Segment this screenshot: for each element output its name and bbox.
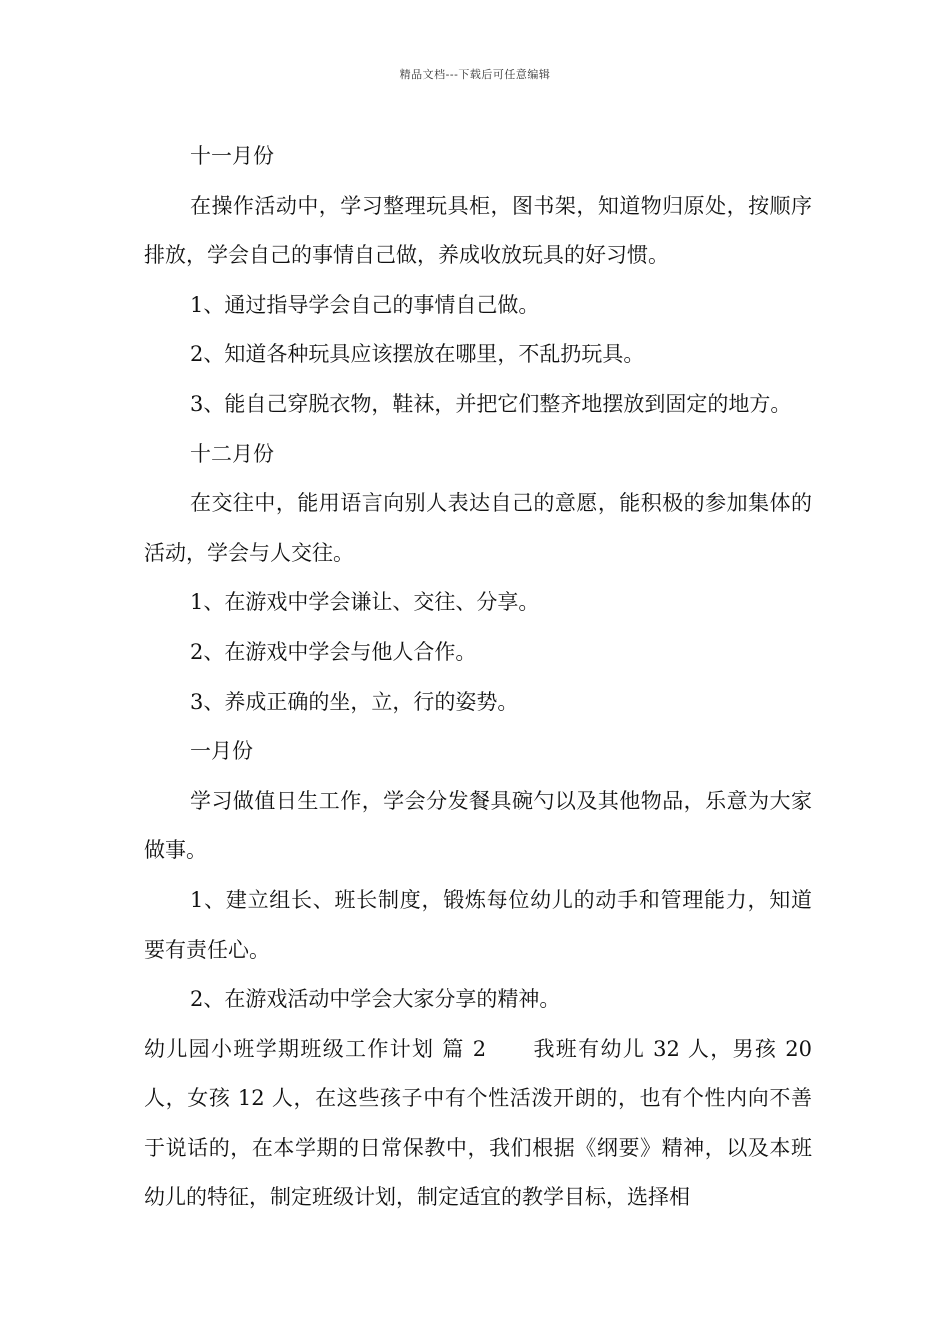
list-item: 1、通过指导学会自己的事情自己做。 <box>190 292 540 317</box>
paragraph-december-intro: 在交往中，能用语言向别人表达自己的意愿，能积极的参加集体的活动，学会与人交往。 <box>144 491 812 565</box>
document-body <box>144 132 812 1223</box>
section-2-paragraph <box>144 1025 812 1223</box>
list-item: 1、在游戏中学会谦让、交往、分享。 <box>190 590 540 615</box>
list-item: 1、建立组长、班长制度，锻炼每位幼儿的动手和管理能力，知道要有责任心。 <box>144 887 812 962</box>
list-item: 2、知道各种玩具应该摆放在哪里，不乱扔玩具。 <box>190 342 645 367</box>
section-2-title: 幼儿园小班学期班级工作计划 篇 2 <box>144 1036 487 1061</box>
list-item: 3、养成正确的坐，立，行的姿势。 <box>190 689 519 714</box>
section-2-body: 我班有幼儿 32 人，男孩 20 人，女孩 12 人，在这些孩子中有个性活泼开朗的，也有个性内向不善于说话的，在本学期的日常保教中，我们根据《纲要》精神，以及本班幼儿的特征，制定班级计划，制定适宜的教学目标，选择相 <box>144 1036 812 1210</box>
list-item: 3、能自己穿脱衣物，鞋袜，并把它们整齐地摆放到固定的地方。 <box>190 391 792 416</box>
paragraph-november-intro: 在操作活动中，学习整理玩具柜，图书架，知道物归原处，按顺序排放，学会自己的事情自己做，养成收放玩具的好习惯。 <box>144 193 812 268</box>
heading-november: 十一月份 <box>190 144 274 168</box>
page-header: 精品文档---下载后可任意编辑 <box>399 68 551 81</box>
heading-january: 一月份 <box>190 739 253 764</box>
heading-december: 十二月份 <box>190 441 274 466</box>
paragraph-january-intro: 学习做值日生工作，学会分发餐具碗勺以及其他物品，乐意为大家做事。 <box>144 788 812 863</box>
list-item: 2、在游戏中学会与他人合作。 <box>190 639 477 664</box>
list-item: 2、在游戏活动中学会大家分享的精神。 <box>190 987 561 1012</box>
